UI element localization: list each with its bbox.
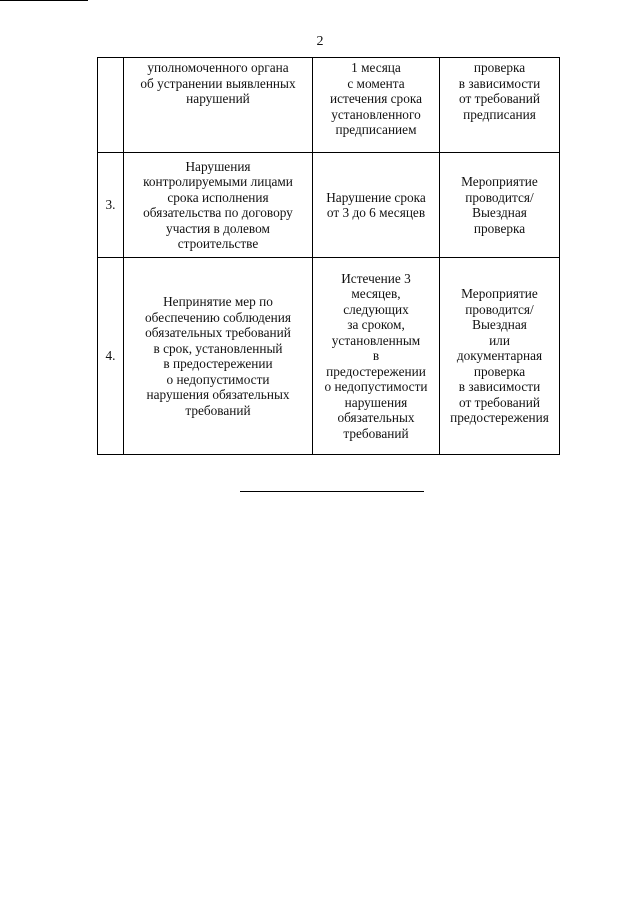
description-line: об устранении выявленных [140,75,296,91]
violation-description-cell [124,153,313,258]
description-line: участия в долевом [166,220,270,236]
action-cell [440,58,560,153]
violation-description-cell [124,58,313,153]
term-line: установленным [331,332,421,348]
term-line: за сроком, [347,317,405,333]
description-line: строительстве [177,236,259,251]
regulation-table [97,57,560,455]
violation-description-cell [124,258,313,455]
row-number-cell: 3. [98,153,124,258]
action-line: Мероприятие [461,286,538,302]
action-line: Выездная [472,317,527,333]
term-line: от 3 до 6 месяцев [326,205,426,220]
description-line: нарушения обязательных [146,387,290,402]
page-number: 2 [316,34,324,49]
description-line: срока исполнения [167,189,269,205]
action-line: проводится/ [465,301,534,317]
term-cell [313,153,440,258]
action-line: в зависимости [458,75,541,91]
description-line: обязательных требований [145,325,291,340]
action-cell [440,153,560,258]
term-line: требований [343,425,409,441]
term-line: с момента [347,75,405,91]
action-line: в зависимости [458,379,541,395]
term-cell [313,58,440,153]
term-line: Нарушение срока [326,189,426,205]
table-row [98,258,560,455]
action-line: проверка [473,363,526,379]
table-row [98,58,560,153]
row-number-cell: 4. [98,258,124,455]
description-line: уполномоченного органа [147,60,289,75]
term-line: нарушения [344,394,408,410]
term-line: следующих [343,301,409,317]
term-line: предписанием [335,122,417,137]
description-line: Непринятие мер по [163,294,273,309]
description-line: Нарушения [185,158,251,174]
table-row [98,153,560,258]
action-line: Выездная [472,205,527,220]
action-line: проверка [473,220,526,236]
term-line: 1 месяца [351,60,401,75]
action-line: Мероприятие [461,174,538,189]
description-line: в срок, установленный [153,340,283,356]
term-line: установленного [331,106,421,122]
description-line: в предостережении [163,356,273,371]
term-line: в [372,348,380,364]
closing-rule [240,491,424,492]
description-line: обязательства по договору [143,205,293,220]
action-line: или [489,332,510,348]
description-line: нарушений [186,91,250,106]
action-line: проверка [473,60,526,75]
term-line: предостережении [326,363,426,379]
action-cell [440,258,560,455]
description-line: о недопустимости [166,371,270,387]
row-number-cell [98,58,124,153]
action-line: от требований [459,394,540,410]
term-line: истечения срока [329,91,423,106]
term-cell [313,258,440,455]
action-line: документарная [456,348,543,364]
action-line: от требований [459,91,540,106]
description-line: контролируемыми лицами [143,174,293,189]
term-line: Истечение 3 [341,270,411,286]
action-line: предостережения [450,410,549,426]
action-line: предписания [463,106,536,122]
description-line: требований [185,402,251,418]
term-line: месяцев, [351,286,401,302]
description-line: обеспечению соблюдения [144,309,292,325]
term-line: обязательных [337,410,415,426]
term-line: о недопустимости [324,379,428,395]
action-line: проводится/ [465,189,534,205]
corner-rule [0,0,88,1]
